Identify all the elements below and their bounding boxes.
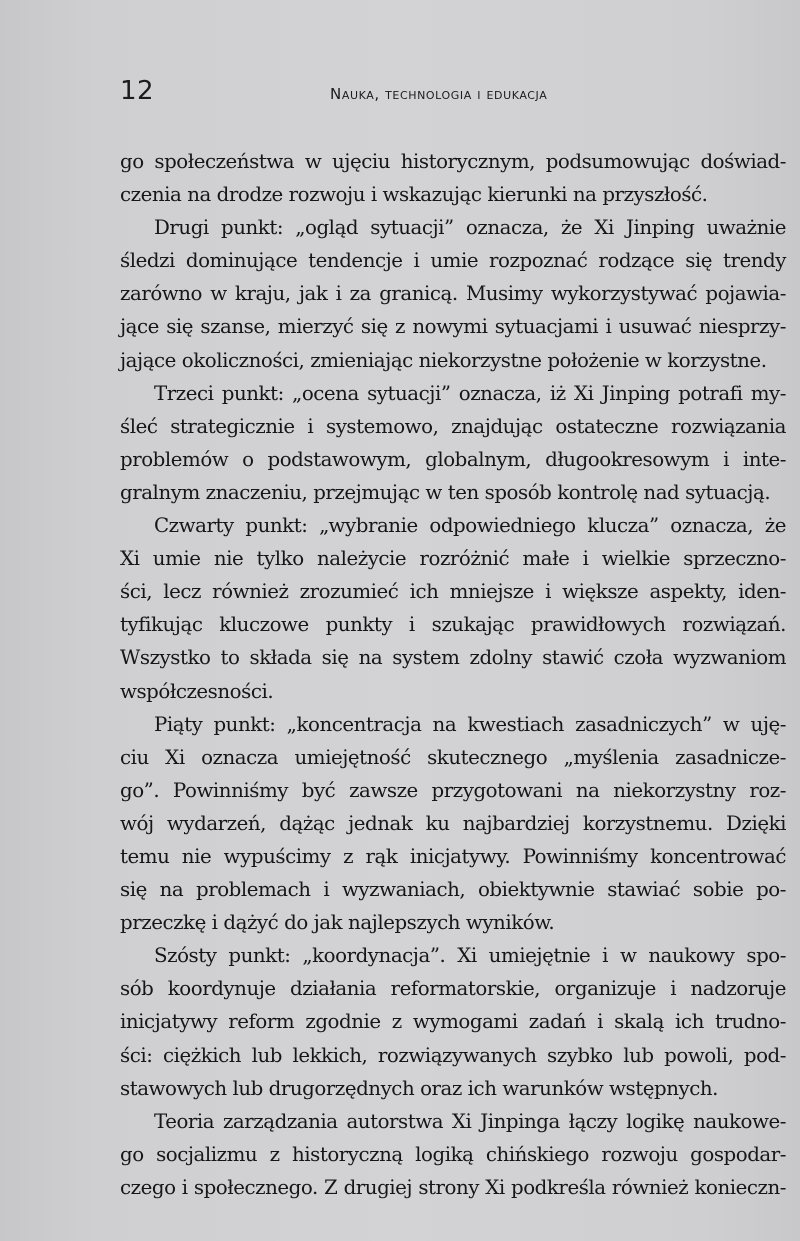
text-line: go”. Powinniśmy być zawsze przygotowani na niekorzystny roz- <box>120 778 786 802</box>
text-line: śledzi dominujące tendencje i umie rozpoznać rodzące się trendy <box>120 249 786 273</box>
text-line: jące się szanse, mierzyć się z nowymi sytuacjami i usuwać niesprzy- <box>120 315 786 339</box>
text-line: Teoria zarządzania autorstwa Xi Jinpinga łączy logikę naukowe- <box>154 1109 786 1133</box>
text-line: Szósty punkt: „koordynacja”. Xi umiejętnie i w naukowy spo- <box>154 944 786 968</box>
page-number: 12 <box>120 76 155 106</box>
text-line: czego i społecznego. Z drugiej strony Xi podkreśla również konieczn- <box>120 1175 786 1199</box>
running-head: Nauka, technologia i edukacja <box>330 85 548 103</box>
text-line: przeczkę i dążyć do jak najlepszych wyników. <box>120 911 555 935</box>
text-line: gralnym znaczeniu, przejmując w ten sposób kontrolę nad sytuacją. <box>120 480 771 504</box>
text-line: Wszystko to składa się na system zdolny stawić czoła wyzwaniom <box>120 646 786 670</box>
text-line: ści: ciężkich lub lekkich, rozwiązywanych szybko lub powoli, pod- <box>120 1043 786 1067</box>
text-line: go społeczeństwa w ujęciu historycznym, podsumowując doświad- <box>120 150 786 173</box>
text-line: Xi umie nie tylko należycie rozróżnić małe i wielkie sprzeczno- <box>120 547 786 571</box>
text-line: współczesności. <box>120 679 274 703</box>
text-line: wój wydarzeń, dążąc jednak ku najbardziej korzystnemu. Dzięki <box>120 811 786 835</box>
text-line: ści, lecz również zrozumieć ich mniejsze i większe aspekty, iden- <box>120 580 786 604</box>
text-line: sób koordynuje działania reformatorskie, organizuje i nadzoruje <box>120 977 786 1001</box>
text-line: ciu Xi oznacza umiejętność skutecznego „myślenia zasadnicze- <box>120 745 786 769</box>
text-line: problemów o podstawowym, globalnym, długookresowym i inte- <box>120 447 786 471</box>
text-line: Drugi punkt: „ogląd sytuacji” oznacza, że Xi Jinping uważnie <box>154 216 786 240</box>
text-line: tyfikując kluczowe punkty i szukając prawidłowych rozwiązań. <box>120 613 786 637</box>
text-line: się na problemach i wyzwaniach, obiektywnie stawiać sobie po- <box>120 878 786 902</box>
text-line: śleć strategicznie i systemowo, znajdując ostateczne rozwiązania <box>120 414 786 438</box>
text-line: Czwarty punkt: „wybranie odpowiedniego klucza” oznacza, że <box>154 514 786 538</box>
body-text <box>120 145 786 1204</box>
text-line: czenia na drodze rozwoju i wskazując kierunki na przyszłość. <box>120 183 708 207</box>
text-line: jające okoliczności, zmieniając niekorzystne położenie w korzystne. <box>120 348 767 372</box>
text-line: go socjalizmu z historyczną logiką chińskiego rozwoju gospodar- <box>120 1142 786 1166</box>
text-line: stawowych lub drugorzędnych oraz ich warunków wstępnych. <box>120 1076 718 1100</box>
text-line: temu nie wypuścimy z rąk inicjatywy. Powinniśmy koncentrować <box>120 844 786 868</box>
text-line: zarówno w kraju, jak i za granicą. Musimy wykorzystywać pojawia- <box>120 282 786 306</box>
text-line: Piąty punkt: „koncentracja na kwestiach zasadniczych” w uję- <box>154 712 786 736</box>
text-line: inicjatywy reform zgodnie z wymogami zadań i skalą ich trudno- <box>120 1010 786 1034</box>
text-line: Trzeci punkt: „ocena sytuacji” oznacza, iż Xi Jinping potrafi my- <box>154 381 786 405</box>
